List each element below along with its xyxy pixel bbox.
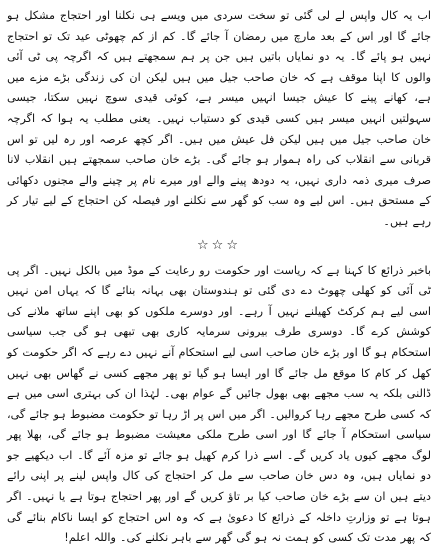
section-separator-stars: ☆☆☆ <box>197 237 241 253</box>
article-paragraph: اب یہ کال واپس لے لی گئی تو سخت سردی میں ویسے ہی نکلنا اور احتجاج مشکل ہو جائے گا اور اس کے بعد مارچ میں رمضان آ جائے گا۔ کم از کم چھوٹی عید تک تو احتجاج نہیں ہو پائے گا۔ یہ دو نمایاں باتیں ہیں جن پر ہم سمجھتے ہیں کہ اگرچہ پی ٹی آئی والوں کا اپنا موقف ہے کہ خان صاحب جیل میں ہیں لیکن ان کی زندگی بڑے مزے میں ہے، کھانے پینے کا عیش جیسا انہیں میسر ہے، کوئی قیدی سوچ نہیں سکتا، جیسی سہولتیں انہیں میسر ہیں کسی قیدی کو دستیاب نہیں۔ یعنی مطلب یہ ہوا کہ اگرچہ خان صاحب جیل میں ہیں لیکن فل عیش میں ہیں۔ اگر کچھ عرصہ اور رہ لیں تو اس قربانی سے انقلاب کی راہ ہموار ہو جائے گی۔ بڑے خان صاحب سمجھتے ہیں انقلاب لانا صرف میری ذمہ داری نہیں، یہ دودھ پینے والے اور میرے نام پر چینے والے مجنوں دکھائی کے مستحق ہیں۔ اس لیے وہ سب کو گھر سے نکلنے اور فیصلہ کن احتجاج کے لیے تیار کر رہے ہیں۔ <box>7 9 431 228</box>
article-column <box>7 6 431 549</box>
article-paragraph: باخبر ذرائع کا کہنا ہے کہ ریاست اور حکومت رو رعایت کے موڈ میں بالکل نہیں۔ اگر پی ٹی آئی کو کھلی چھوٹ دے دی گئی تو ہندوستان بھی بہانہ بنائے گا کہ یہاں امن نہیں اسی لیے ہم کرکٹ کھیلنے نہیں آ رہے۔ اور دوسرے ملکوں کو بھی اپنے ساتھ ملانے کی کوشش کرے گا۔ دوسری طرف بیرونی سرمایہ کاری بھی تبھی ہو گی جب سیاسی استحکام ہو گا اور بڑے خان صاحب اسی لیے استحکام آنے نہیں دے رہے کہ اگر حکومت کو کھل کر کام کا موقع مل جائے گا اور ایسا ہو گیا تو پھر مجھے کسی نے گھاس بھی نہیں ڈالنی بلکہ یہ سب مجھے بھی بھول جائیں گے عوام بھی۔ لہٰذا ان کی بہتری اسی میں ہے کہ کسی طرح مجھے رہا کروالیں۔ اگر میں اس پر اڑ رہا تو حکومت مضبوط ہو جائے گی، سیاسی استحکام آ جائے گا اور اسی طرح ملکی معیشت مضبوط ہو جائے گی، بھلا پھر لوگ مجھے کیوں یاد کریں گے۔ اسے ذرا کرم کھیل ہو جائے تو مزہ آئے گا۔ اب دیکھیے جو دو نمایاں ہیں، وہ دس خان صاحب سے مل کر احتجاج کی کال واپس لینے پر اپنی رائے دیتے ہیں ان سے بڑے خان صاحب کیا بر تاؤ کریں گے اور پھر احتجاج ہوتا ہے یا نہیں۔ اگر ہوتا ہے تو وزارتِ داخلہ کے ذرائع کا دعویٰ ہے کہ وہ اس احتجاج کو ایسا ناکام بنائے گی کہ پھر مدت تک کسی کو ہمت نہ ہو گی گھر سے باہر نکلنے کی۔ واللہ اعلم! <box>7 263 431 545</box>
